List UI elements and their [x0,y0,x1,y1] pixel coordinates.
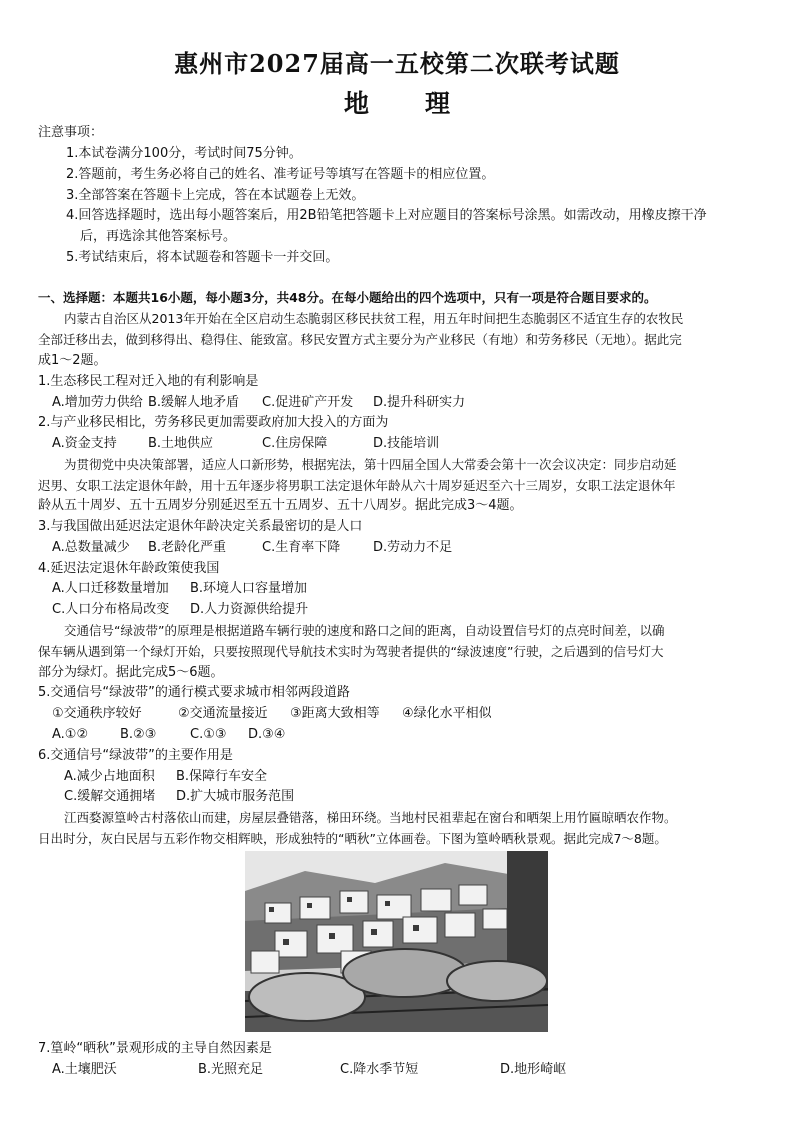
option-d: D.技能培训 [373,436,440,451]
statement-3: ③距离大致相等 [290,706,380,721]
option-a: A.人口迁移数量增加 [52,581,169,596]
option-c: C.住房保障 [262,436,328,451]
option-b: B.老龄化严重 [148,540,227,555]
option-b: B.环境人口容量增加 [190,581,308,596]
statement-4: ④绿化水平相似 [402,706,492,721]
option-b: B.光照充足 [198,1062,264,1077]
passage-line: 内蒙古自治区从2013年开始在全区启动生态脆弱区移民扶贫工程，用五年时间把生态脆弱区不适宜生存的农牧民 [64,311,684,326]
question-stem: 2.与产业移民相比，劳务移民更加需要政府加大投入的方面为 [38,415,389,430]
option-a: A.增加劳力供给 [52,395,143,410]
subject-char-2: 理 [425,89,451,118]
option-d: D.地形崎岖 [500,1062,567,1077]
option-c: C.降水季节短 [340,1062,419,1077]
passage-line: 龄从五十周岁、五十五周岁分别延迟至五十五周岁、五十八周岁。据此完成3～4题。 [38,498,523,513]
passage-line: 为贯彻党中央决策部署，适应人口新形势，根据宪法，第十四届全国人大常委会第十一次会议决定：同步启动延 [64,457,677,472]
option-a: A.土壤肥沃 [52,1062,117,1077]
passage-line: 交通信号“绿波带”的原理是根据道路车辆行驶的速度和路口之间的距离，自动设置信号灯的点亮时间差，以确 [64,623,665,638]
question-stem: 3.与我国做出延迟法定退休年龄决定关系最密切的是人口 [38,519,363,534]
notice-item: 3.全部答案在答题卡上完成，答在本试题卷上无效。 [66,188,365,203]
option-b: B.土地供应 [148,436,214,451]
option-d: D.扩大城市服务范围 [176,789,295,804]
statement-2: ②交通流量接近 [178,706,268,721]
option-c: C.生育率下降 [262,540,341,555]
question-stem: 7.篁岭“晒秋”景观形成的主导自然因素是 [38,1041,272,1056]
option-b: B.保障行车安全 [176,769,268,784]
passage-line: 迟男、女职工法定退休年龄，用十五年逐步将男职工法定退休年龄从六十周岁延迟至六十三周岁，女职工法定退休年 [38,478,676,493]
section-heading: 一、选择题：本题共16小题，每小题3分，共48分。在每小题给出的四个选项中，只有一项是符合题目要求的。 [38,290,657,305]
option-b: B.②③ [120,727,157,742]
option-d: D.③④ [248,727,286,742]
notice-item: 1.本试卷满分100分，考试时间75分钟。 [66,146,302,161]
huangling-photo [245,851,548,1032]
passage-line: 全部迁移出去，做到移得出、稳得住、能致富。移民安置方式主要分为产业移民（有地）和劳务移民（无地）。据此完 [38,332,682,347]
passage-line: 日出时分，灰白民居与五彩作物交相辉映，形成独特的“晒秋”立体画卷。下图为篁岭晒秋景观。据此完成7～8题。 [38,831,667,846]
notice-item: 2.答题前，考生务必将自己的姓名、准考证号等填写在答题卡的相应位置。 [66,167,495,182]
option-d: D.人力资源供给提升 [190,602,309,617]
option-c: C.①③ [190,727,227,742]
option-a: A.资金支持 [52,436,117,451]
notice-heading: 注意事项： [38,125,104,140]
notice-item: 5.考试结束后，将本试题卷和答题卡一并交回。 [66,250,339,265]
question-stem: 5.交通信号“绿波带”的通行模式要求城市相邻两段道路 [38,685,350,700]
subject-char-1: 地 [343,89,369,118]
notice-item: 后，再选涂其他答案标号。 [80,229,237,244]
option-a: A.总数量减少 [52,540,130,555]
question-stem: 1.生态移民工程对迁入地的有利影响是 [38,374,259,389]
option-c: C.促进矿产开发 [262,395,354,410]
option-a: A.减少占地面积 [64,769,155,784]
option-a: A.①② [52,727,89,742]
passage-line: 江西婺源篁岭古村落依山而建，房屋层叠错落，梯田环绕。当地村民祖辈起在窗台和晒架上用竹匾晾晒农作物。 [64,810,677,825]
passage-line: 保车辆从遇到第一个绿灯开始，只要按照现代导航技术实时为驾驶者提供的“绿波速度”行驶，之后遇到的信号灯大 [38,644,664,659]
option-c: C.缓解交通拥堵 [64,789,156,804]
subject-title [0,84,794,120]
exam-title: 惠州市2027届高一五校第二次联考试题 [174,49,620,78]
question-stem: 6.交通信号“绿波带”的主要作用是 [38,748,233,763]
statement-1: ①交通秩序较好 [52,706,142,721]
photo-illustration [245,851,548,1032]
option-d: D.劳动力不足 [373,540,453,555]
question-stem: 4.延迟法定退休年龄政策使我国 [38,561,220,576]
option-d: D.提升科研实力 [373,395,466,410]
passage-line: 部分为绿灯。据此完成5～6题。 [38,665,224,680]
passage-line: 成1～2题。 [38,353,107,368]
notice-item: 4.回答选择题时，选出每小题答案后，用2B铅笔把答题卡上对应题目的答案标号涂黑。如需改动，用橡皮擦干净 [66,208,707,223]
option-c: C.人口分布格局改变 [52,602,170,617]
option-b: B.缓解人地矛盾 [148,395,240,410]
